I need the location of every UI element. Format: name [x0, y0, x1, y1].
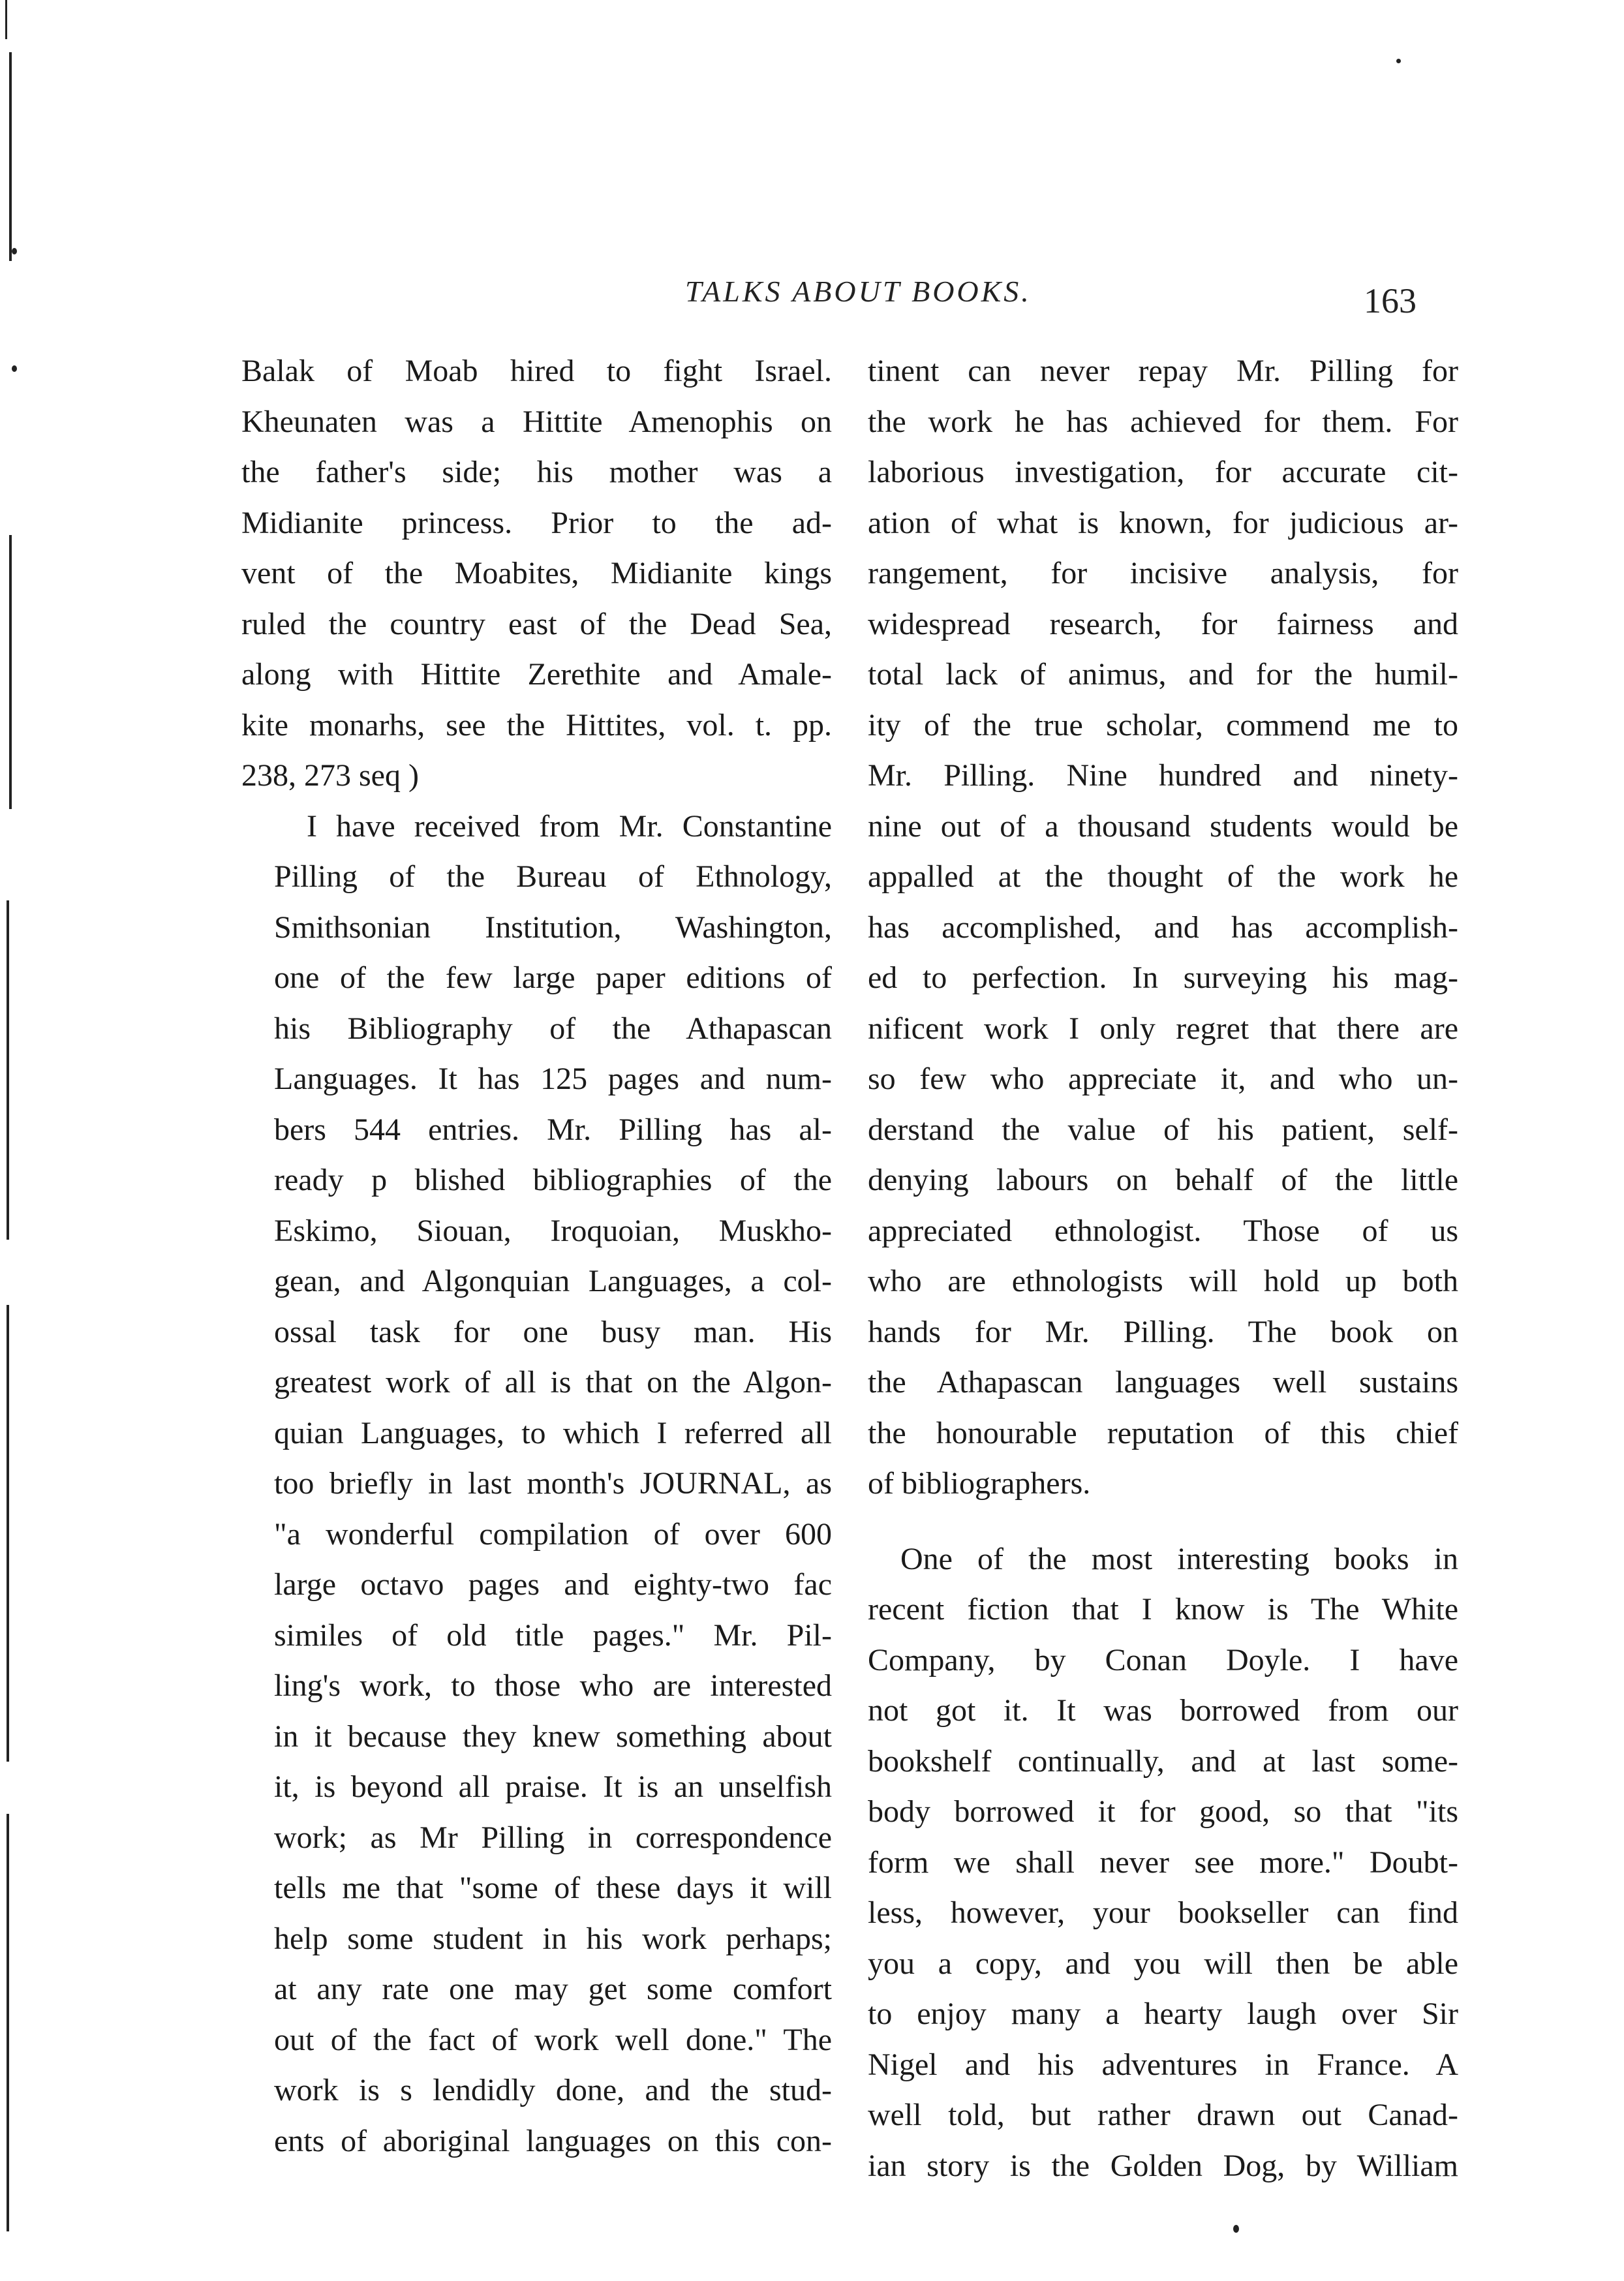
text-line: ity of the true scholar, commend me to [868, 707, 1458, 742]
text-line: the father's side; his mother was a [241, 455, 832, 489]
text-line: quian Languages, to which I referred all [274, 1415, 832, 1450]
text-line: appalled at the thought of the work he [868, 859, 1458, 894]
text-line: the Athapascan languages well sustains [868, 1365, 1458, 1400]
page-number: 163 [1364, 281, 1417, 320]
paragraph [241, 801, 832, 2167]
text-line: greatest work of all is that on the Algon- [274, 1365, 832, 1400]
text-line: One of the most interesting books in [900, 1541, 1458, 1576]
text-line: to enjoy many a hearty laugh over Sir [868, 1997, 1458, 2031]
text-line: ling's work, to those who are interested [274, 1668, 832, 1703]
text-line: nificent work I only regret that there are [868, 1011, 1458, 1046]
text-line: ian story is the Golden Dog, by William [868, 2148, 1458, 2183]
text-line: tells me that "some of these days it will [274, 1871, 832, 1905]
scan-edge-mark [9, 535, 12, 809]
scan-speck [1233, 2225, 1239, 2233]
running-title: TALKS ABOUT BOOKS. [685, 275, 1032, 308]
text-line: widespread research, for fairness and [868, 606, 1458, 641]
text-line: the work he has achieved for them. For [868, 404, 1458, 439]
text-line: Midianite princess. Prior to the ad- [241, 505, 832, 540]
text-line: in it because they knew something about [274, 1719, 832, 1754]
scan-speck [12, 365, 17, 372]
text-line: large octavo pages and eighty-two fac [274, 1567, 832, 1602]
text-line: ossal task for one busy man. His [274, 1314, 832, 1349]
scan-edge-mark [5, 0, 7, 39]
text-line: not got it. It was borrowed from our [868, 1693, 1458, 1728]
text-line: ed to perfection. In surveying his mag- [868, 960, 1458, 995]
text-line: of bibliographers. [868, 1466, 1091, 1501]
text-line: "a wonderful compilation of over 600 [274, 1516, 832, 1552]
text-line: recent fiction that I know is The White [868, 1592, 1458, 1627]
text-line: denying labours on behalf of the little [868, 1163, 1458, 1197]
text-line: at any rate one may get some comfort [274, 1972, 832, 2006]
text-line: derstand the value of his patient, self- [868, 1112, 1458, 1147]
text-line: Nigel and his adventures in France. A [868, 2047, 1458, 2082]
text-line: laborious investigation, for accurate cit- [868, 455, 1458, 489]
scan-speck [12, 248, 17, 254]
text-line: you a copy, and you will then be able [868, 1946, 1458, 1981]
scan-edge-mark [7, 900, 9, 1240]
text-line: help some student in his work perhaps; [274, 1921, 832, 1956]
text-line: body borrowed it for good, so that "its [868, 1794, 1458, 1829]
text-line: bookshelf continually, and at last some- [868, 1743, 1458, 1779]
text-line: well told, but rather drawn out Canad- [868, 2098, 1458, 2132]
scan-edge-mark [9, 52, 12, 261]
text-line: Languages. It has 125 pages and num- [274, 1062, 832, 1096]
text-line: one of the few large paper editions of [274, 960, 832, 995]
text-line: tinent can never repay Mr. Pilling for [868, 354, 1458, 388]
scan-edge-mark [7, 1814, 9, 2231]
text-line: the honourable reputation of this chief [868, 1415, 1458, 1450]
text-line: his Bibliography of the Athapascan [274, 1011, 832, 1046]
text-line: nine out of a thousand students would be [868, 808, 1458, 844]
paragraph [241, 346, 832, 801]
right-column [868, 346, 1458, 2191]
text-line: Pilling of the Bureau of Ethnology, [274, 859, 832, 894]
left-column [241, 346, 832, 2166]
text-line: I have received from Mr. Constantine [307, 808, 832, 844]
text-line: gean, and Algonquian Languages, a col- [274, 1264, 832, 1298]
text-line: has accomplished, and has accomplish- [868, 910, 1458, 945]
text-line: Smithsonian Institution, Washington, [274, 910, 832, 945]
text-line: ents of aboriginal languages on this con- [274, 2123, 832, 2158]
text-line: less, however, your bookseller can find [868, 1895, 1458, 1930]
text-line: it, is beyond all praise. It is an unselfish [274, 1769, 832, 1804]
text-line: along with Hittite Zerethite and Amale- [241, 657, 832, 692]
text-line: vent of the Moabites, Midianite kings [241, 556, 832, 590]
text-line: appreciated ethnologist. Those of us [868, 1213, 1458, 1248]
text-line: Kheunaten was a Hittite Amenophis on [241, 404, 832, 439]
text-line: Eskimo, Siouan, Iroquoian, Muskho- [274, 1213, 832, 1248]
text-line: ready p blished bibliographies of the [274, 1163, 832, 1197]
text-line: Balak of Moab hired to fight Israel. [241, 354, 832, 388]
text-line: ation of what is known, for judicious ar- [868, 505, 1458, 540]
text-line: work; as Mr Pilling in correspondence [274, 1820, 832, 1855]
text-line: ruled the country east of the Dead Sea, [241, 606, 832, 641]
text-line: total lack of animus, and for the humil- [868, 657, 1458, 692]
text-line: form we shall never see more." Doubt- [868, 1845, 1458, 1880]
text-line: work is s lendidly done, and the stud- [274, 2073, 832, 2107]
scan-edge-mark [7, 1305, 9, 1762]
text-line: 238, 273 seq ) [241, 758, 419, 793]
text-line: too briefly in last month's JOURNAL, as [274, 1466, 832, 1501]
text-line: kite monarhs, see the Hittites, vol. t. pp. [241, 707, 832, 742]
text-line: rangement, for incisive analysis, for [868, 556, 1458, 590]
text-line: bers 544 entries. Mr. Pilling has al- [274, 1112, 832, 1147]
paragraph [868, 1534, 1458, 2192]
text-line: who are ethnologists will hold up both [868, 1264, 1458, 1298]
text-line: similes of old title pages." Mr. Pil- [274, 1617, 832, 1653]
text-line: out of the fact of work well done." The [274, 2022, 832, 2057]
text-line: Company, by Conan Doyle. I have [868, 1642, 1458, 1677]
text-line: so few who appreciate it, and who un- [868, 1062, 1458, 1096]
text-line: Mr. Pilling. Nine hundred and ninety- [868, 758, 1458, 793]
scan-speck [1396, 59, 1401, 63]
paragraph [868, 346, 1458, 1509]
text-line: hands for Mr. Pilling. The book on [868, 1314, 1458, 1349]
